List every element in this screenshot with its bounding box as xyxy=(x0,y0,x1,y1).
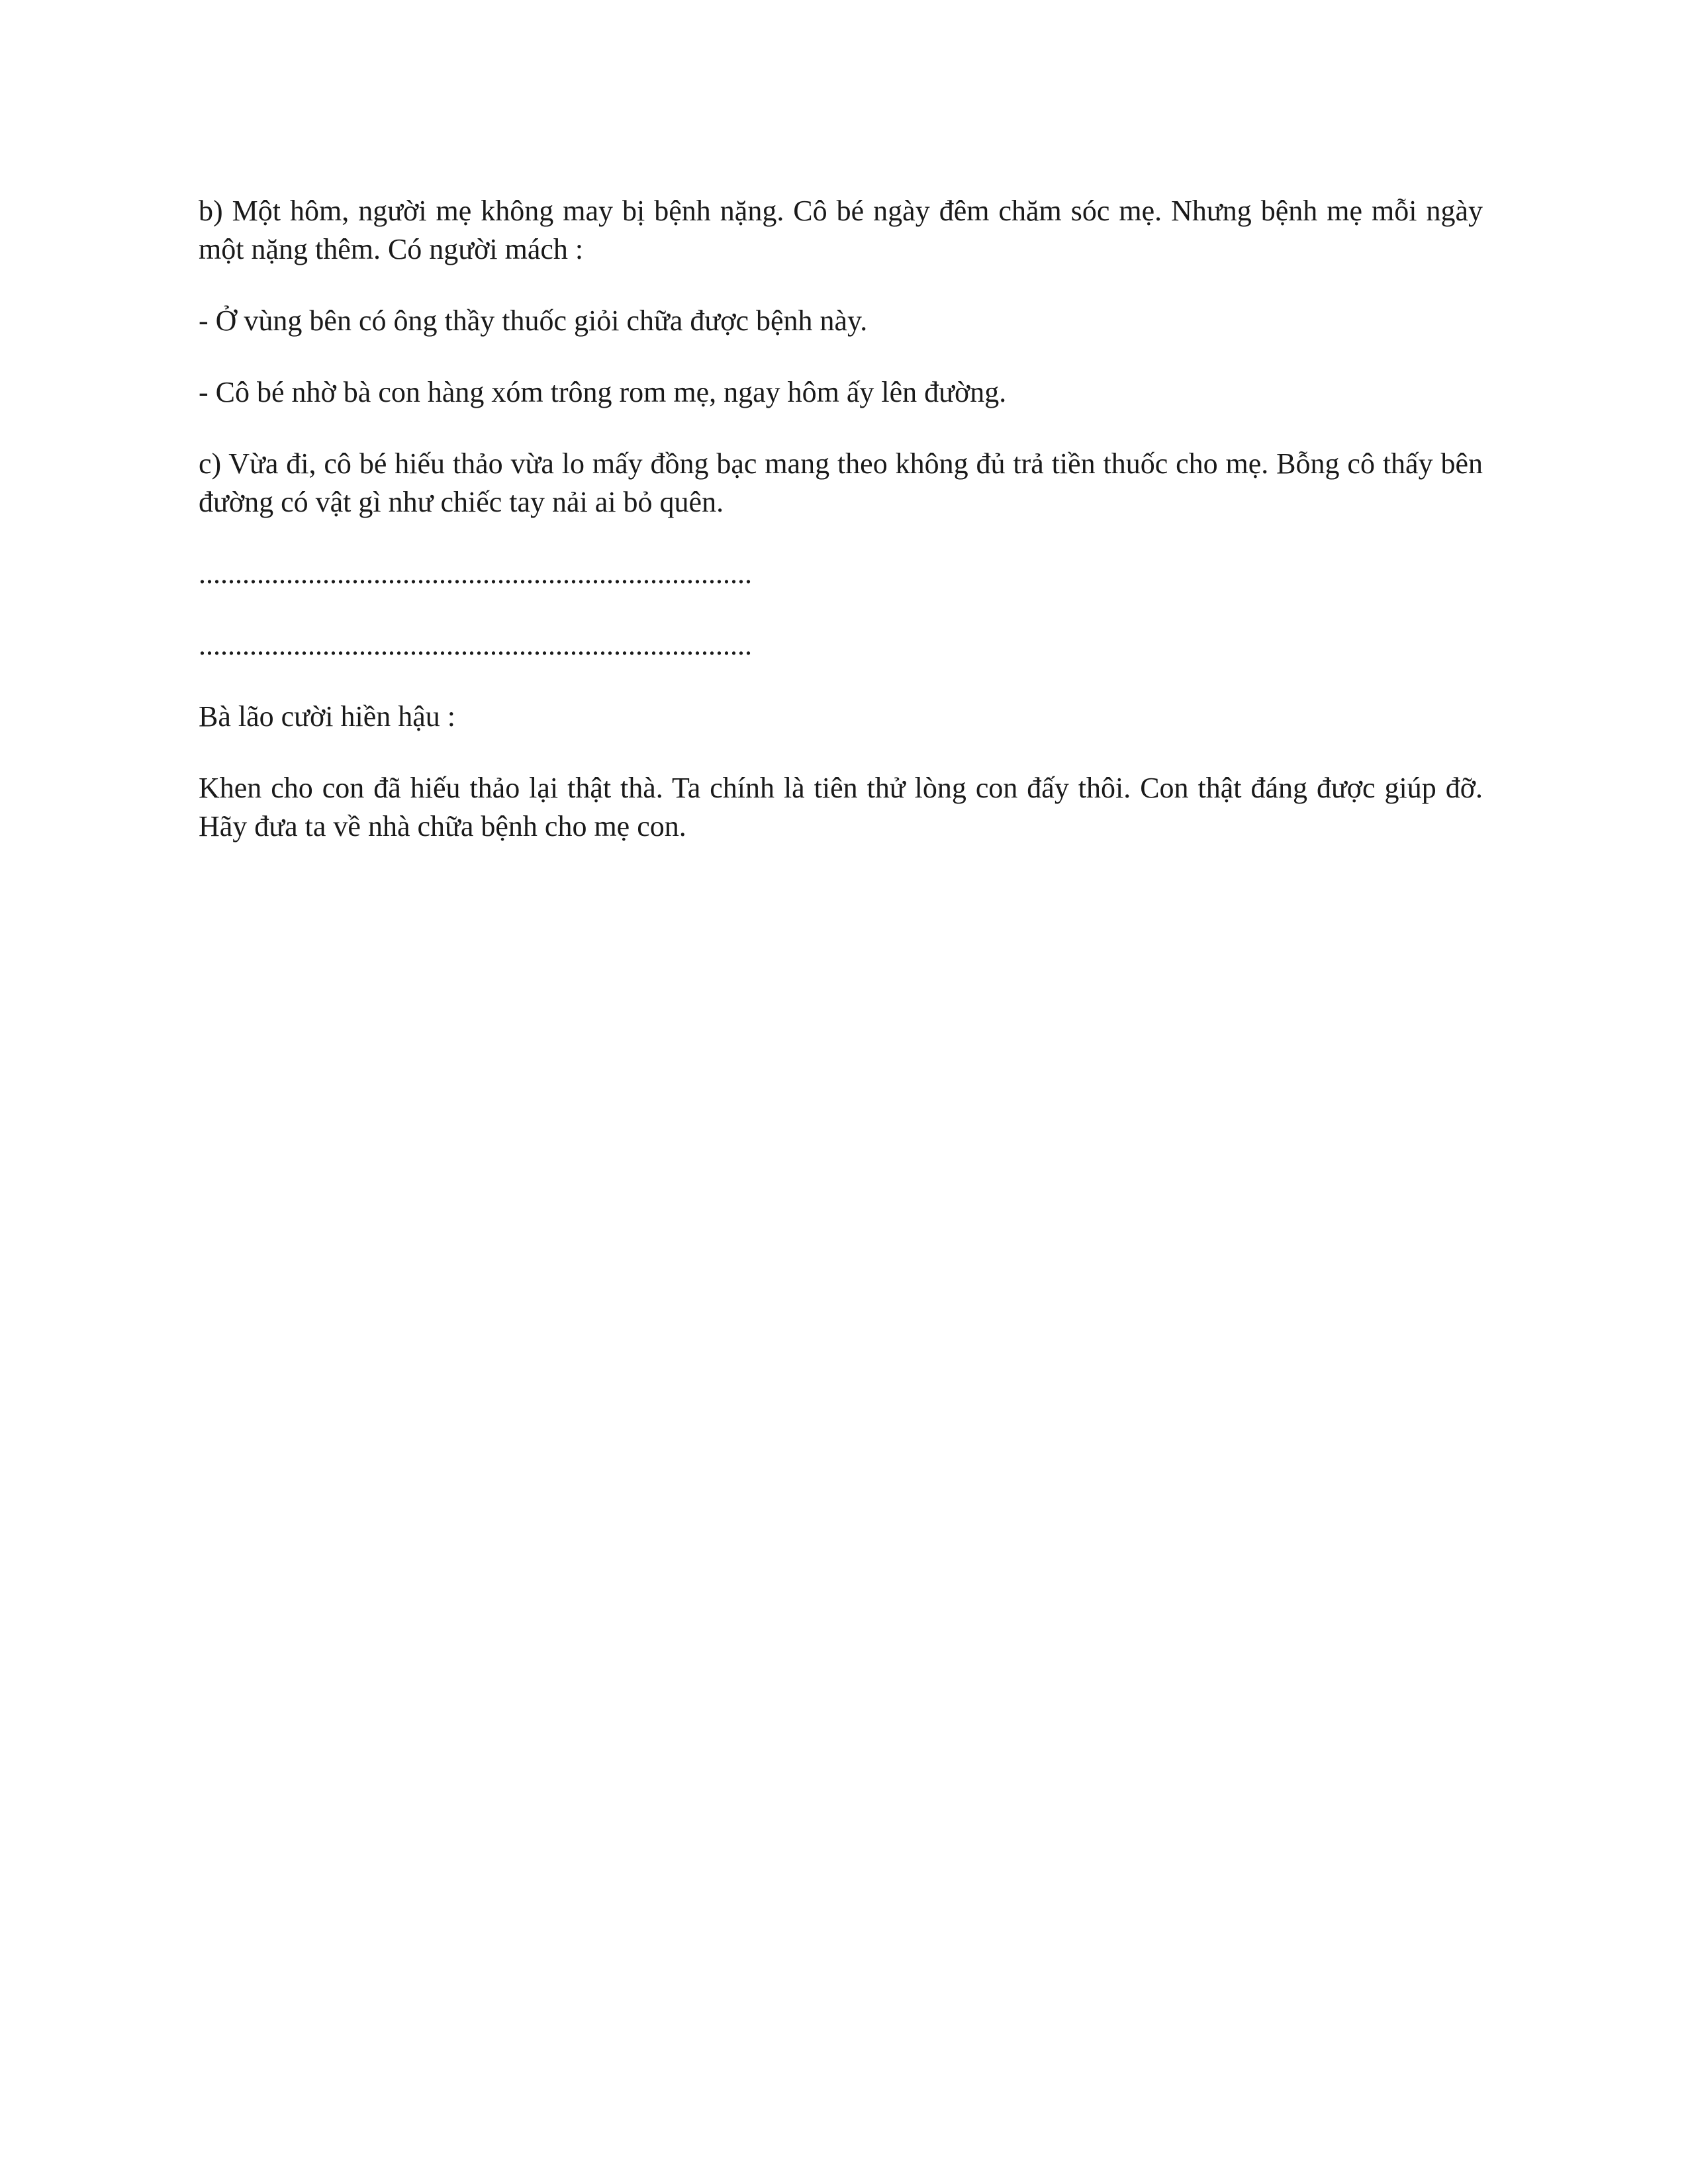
paragraph-c: c) Vừa đi, cô bé hiếu thảo vừa lo mấy đồng bạc mang theo không đủ trả tiền thuốc cho mẹ. Bỗng cô thấy bên đường có vật gì như chiếc tay nải ai bỏ quên. xyxy=(199,447,1483,518)
paragraph-dialogue-1: - Ở vùng bên có ông thầy thuốc giỏi chữa được bệnh này. xyxy=(199,304,868,337)
paragraph-old-woman: Bà lão cười hiền hậu : xyxy=(199,700,456,733)
blank-line-2: ............................................................................ xyxy=(199,629,752,661)
paragraph-ending: Khen cho con đã hiếu thảo lại thật thà. Ta chính là tiên thử lòng con đấy thôi. Con thật đáng được giúp đỡ. Hãy đưa ta về nhà chữa bệnh cho mẹ con. xyxy=(199,772,1483,842)
paragraph-b: b) Một hôm, người mẹ không may bị bệnh nặng. Cô bé ngày đêm chăm sóc mẹ. Nhưng bệnh mẹ mỗi ngày một nặng thêm. Có người mách : xyxy=(199,195,1483,265)
document-body xyxy=(199,192,1483,879)
blank-line-1: ............................................................................ xyxy=(199,557,752,590)
paragraph-dialogue-2: - Cô bé nhờ bà con hàng xóm trông rom mẹ, ngay hôm ấy lên đường. xyxy=(199,376,1007,408)
